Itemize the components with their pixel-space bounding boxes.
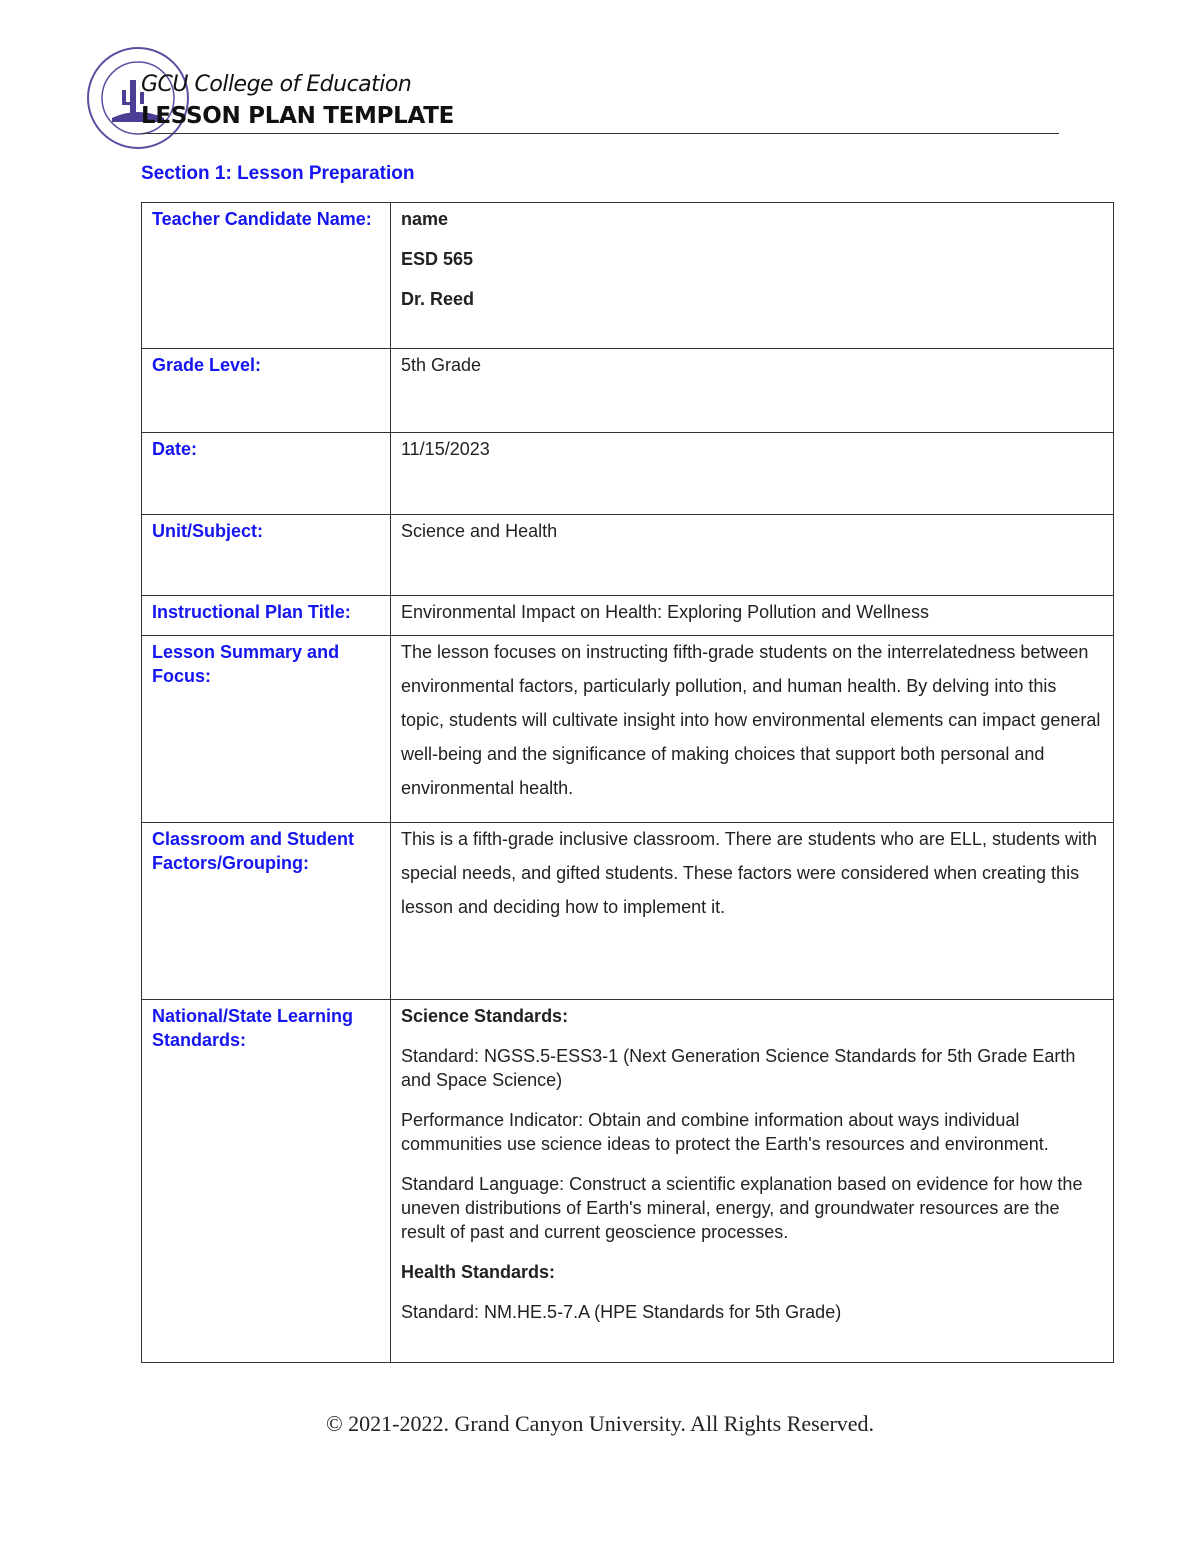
table-row <box>142 596 1114 636</box>
health-heading: Health Standards: <box>401 1262 556 1282</box>
performance-indicator: Performance Indicator: Obtain and combine information about ways individual communities use science ideas to protect the Earth's resources and environment. <box>401 1110 1049 1154</box>
college-name: GCU College of Education <box>141 72 412 97</box>
instructor: Dr. Reed <box>401 289 475 309</box>
row-label: Instructional Plan Title: <box>142 596 391 636</box>
table-row <box>142 636 1114 823</box>
row-label: National/State Learning Standards: <box>142 1000 391 1363</box>
row-label: Teacher Candidate Name: <box>142 203 391 349</box>
table-row <box>142 433 1114 515</box>
row-label: Classroom and Student Factors/Grouping: <box>142 823 391 1000</box>
row-label: Lesson Summary and Focus: <box>142 636 391 823</box>
factors-value: This is a fifth-grade inclusive classroom. There are students who are ELL, students with special needs, and gifted students. These factors were considered when creating this lesson and deciding how to implement it. <box>401 829 1097 917</box>
header-divider <box>141 133 1059 134</box>
row-label: Unit/Subject: <box>142 515 391 596</box>
table-row <box>142 203 1114 349</box>
date-value: 11/15/2023 <box>391 433 1114 515</box>
grade-level-value: 5th Grade <box>391 349 1114 433</box>
table-row <box>142 823 1114 1000</box>
standard-language: Standard Language: Construct a scientific explanation based on evidence for how the uneven distributions of Earth's mineral, energy, and groundwater resources are the result of past and current geoscience processes. <box>401 1174 1083 1242</box>
template-title: LESSON PLAN TEMPLATE <box>141 103 455 129</box>
science-heading: Science Standards: <box>401 1006 569 1026</box>
copyright-footer: © 2021-2022. Grand Canyon University. All Rights Reserved. <box>325 1411 875 1436</box>
summary-value: The lesson focuses on instructing fifth-grade students on the interrelatedness between environmental factors, particularly pollution, and human health. By delving into this topic, students will cultivate insight into how environmental elements can impact general well-being and the significance of making choices that support both personal and environmental health. <box>401 642 1101 798</box>
candidate-name: name <box>401 209 449 229</box>
section-title: Section 1: Lesson Preparation <box>141 163 415 184</box>
gcu-seal-logo <box>86 46 190 150</box>
subject-value: Science and Health <box>391 515 1114 596</box>
plan-title-value: Environmental Impact on Health: Exploring Pollution and Wellness <box>391 596 1114 636</box>
health-standard: Standard: NM.HE.5-7.A (HPE Standards for 5th Grade) <box>401 1302 842 1322</box>
row-label: Date: <box>142 433 391 515</box>
table-row <box>142 515 1114 596</box>
table-row <box>142 349 1114 433</box>
course-code: ESD 565 <box>401 249 474 269</box>
row-label: Grade Level: <box>142 349 391 433</box>
table-row <box>142 1000 1114 1363</box>
lesson-prep-table <box>141 202 1114 1363</box>
science-standard: Standard: NGSS.5-ESS3-1 (Next Generation Science Standards for 5th Grade Earth and Space Science) <box>401 1046 1076 1090</box>
